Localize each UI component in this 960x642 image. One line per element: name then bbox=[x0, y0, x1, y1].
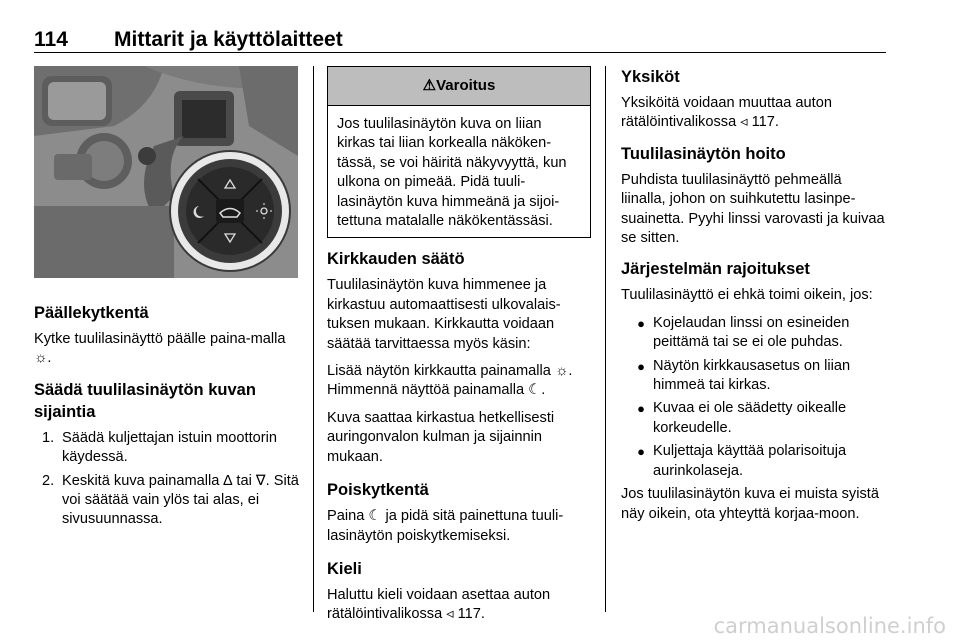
language-text: Haluttu kieli voidaan asettaa auton rätälöintivalikossa ◃ 117. bbox=[327, 586, 551, 623]
bullet: ● bbox=[637, 358, 645, 374]
column-divider-2 bbox=[605, 66, 606, 612]
section-title-switch-off: Poiskytkentä bbox=[327, 481, 429, 500]
bullet-text: Näytön kirkkausasetus on liian himmeä tai kirkas. bbox=[653, 357, 851, 394]
section-title-adjust-position: Säädä tuulilasinäytön kuvan sijaintia bbox=[34, 380, 256, 421]
list-item bbox=[42, 429, 300, 468]
section-title-switch-on: Päällekytkentä bbox=[34, 304, 149, 322]
hud-control-illustration bbox=[34, 66, 298, 278]
warning-text: Jos tuulilasinäytön kuva on liian kirkas tai liian korkealla näköken-tässä, se voi häiritä näkyvyyttä, kun ulkona on pimeää. Pidä tuuli-lasinäytön kuva himmeänä ja sijoi-tettuna matalalle näkökentässäsi. bbox=[337, 116, 567, 230]
list-item bbox=[629, 357, 889, 396]
item-number: 1. bbox=[42, 429, 55, 446]
right-column bbox=[621, 66, 889, 532]
watermark: carmanualsonline.info bbox=[713, 614, 946, 638]
limitations-outro: Jos tuulilasinäytön kuva ei muista syistä näy oikein, ota yhteyttä korjaa-moon. bbox=[621, 486, 879, 522]
left-column bbox=[34, 66, 300, 534]
warning-title: ⚠Varoitus bbox=[328, 67, 590, 106]
item-text: Säädä kuljettajan istuin moottorin käydessä. bbox=[62, 429, 277, 466]
item-text: Keskitä kuva painamalla ∆ tai ∇. Sitä voi säätää vain ylös tai alas, ei sivusuunnassa. bbox=[62, 472, 299, 528]
page-header bbox=[34, 22, 886, 53]
list-item bbox=[629, 399, 889, 438]
bullet: ● bbox=[637, 315, 645, 331]
bullet: ● bbox=[637, 444, 645, 460]
bullet-text: Kojelaudan linssi on esineiden peittämä tai se ei ole puhdas. bbox=[653, 314, 850, 351]
brightness-para-3: Kuva saattaa kirkastua hetkellisesti auringonvalon kulman ja sijainnin mukaan. bbox=[327, 409, 555, 465]
section-title-language: Kieli bbox=[327, 559, 362, 578]
section-title-care: Tuulilasinäytön hoito bbox=[621, 144, 786, 163]
limitations-intro: Tuulilasinäyttö ei ehkä toimi oikein, jos: bbox=[621, 287, 873, 304]
middle-column bbox=[327, 66, 593, 633]
section-title-units: Yksiköt bbox=[621, 68, 680, 86]
switch-off-text: Paina ☾ ja pidä sitä painettuna tuuli-lasinäytön poiskytkemiseksi. bbox=[327, 508, 564, 544]
switch-on-text: Kytke tuulilasinäyttö päälle paina-malla ☼. bbox=[34, 331, 286, 367]
page-number: 114 bbox=[34, 28, 68, 51]
list-item bbox=[629, 442, 889, 481]
list-item bbox=[629, 314, 889, 353]
page-title: Mittarit ja käyttölaitteet bbox=[114, 28, 343, 51]
bullet: ● bbox=[637, 401, 645, 417]
brightness-para-2: Lisää näytön kirkkautta painamalla ☼. Himmennä näyttöä painamalla ☾. bbox=[327, 363, 573, 399]
item-number: 2. bbox=[42, 472, 55, 489]
units-text: Yksiköitä voidaan muuttaa auton rätälöintivalikossa ◃ 117. bbox=[621, 95, 832, 131]
warning-box bbox=[327, 66, 591, 238]
hud-control-figure bbox=[34, 66, 298, 278]
section-title-brightness: Kirkkauden säätö bbox=[327, 250, 465, 269]
section-title-limitations: Järjestelmän rajoitukset bbox=[621, 260, 810, 279]
care-text: Puhdista tuulilasinäyttö pehmeällä liinalla, johon on suihkutettu lasinpe-suainetta. Pyyhi linssi varovasti ja kuivaa se sitten. bbox=[621, 171, 885, 247]
bullet-text: Kuvaa ei ole säädetty oikealle korkeudelle. bbox=[653, 400, 847, 436]
list-item bbox=[42, 472, 300, 530]
bullet-text: Kuljettaja käyttää polarisoituja aurinkolaseja. bbox=[653, 443, 847, 479]
column-divider-1 bbox=[313, 66, 314, 612]
brightness-para-1: Tuulilasinäytön kuva himmenee ja kirkastuu automaattisesti ulkovalais-tuksen mukaan. Kirkkautta voidaan säätää tarvittaessa myös käsin: bbox=[327, 277, 561, 352]
